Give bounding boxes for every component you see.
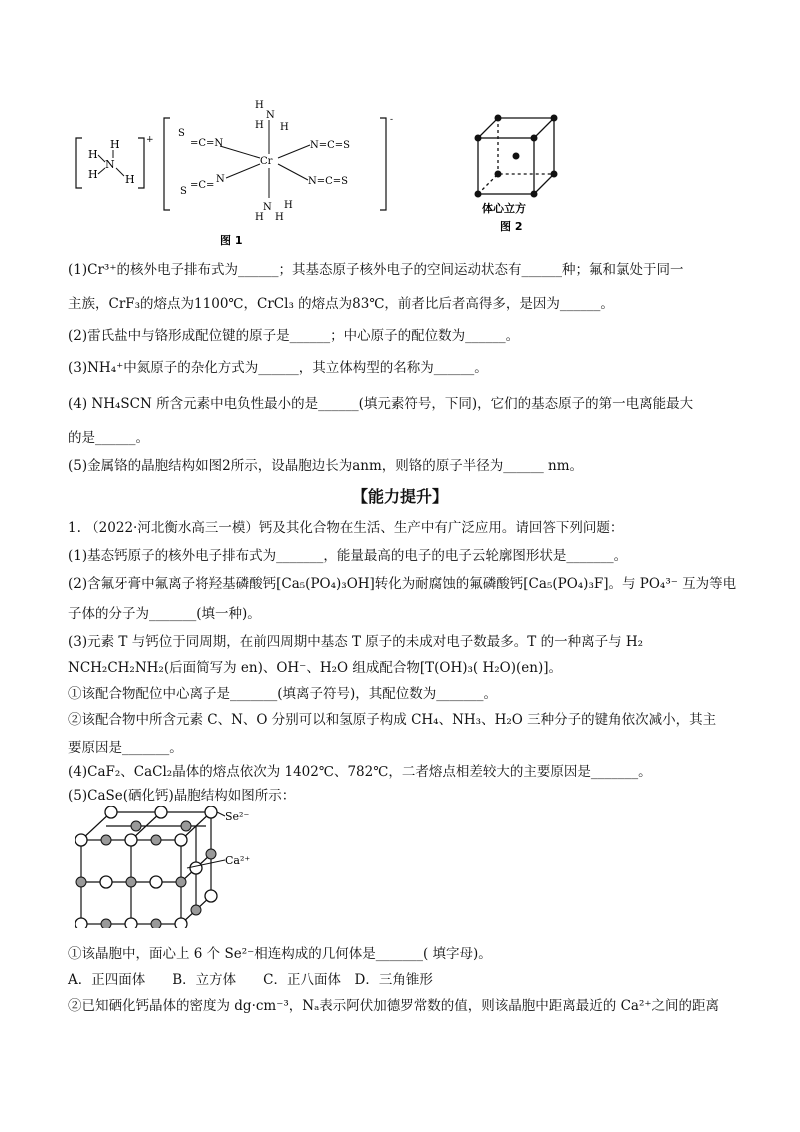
svg-text:Cr: Cr xyxy=(260,156,273,167)
fig2-label: 体心立方 xyxy=(482,202,526,215)
p2-q3-b-line2: 要原因是_______。 xyxy=(68,740,183,756)
p2-q5-b: ②已知硒化钙晶体的密度为 dg·cm⁻³，Nₐ表示阿伏加德罗常数的值，则该晶胞中距离最近的 Ca²⁺之间的距离 xyxy=(68,998,719,1014)
svg-text:N: N xyxy=(105,158,115,171)
svg-text:H: H xyxy=(284,200,293,211)
svg-text:N: N xyxy=(266,110,275,121)
svg-text:N: N xyxy=(216,174,225,185)
se-label: Se²⁻ xyxy=(225,810,250,823)
fig2-caption: 图 2 xyxy=(500,220,523,233)
p1-q2: (2)雷氏盐中与铬形成配位键的原子是______；中心原子的配位数为______。 xyxy=(68,328,520,344)
p2-intro: 1. （2022·河北衡水高三一模）钙及其化合物在生活、生产中有广泛应用。请回答下列问题： xyxy=(68,520,624,536)
p2-q2-line2: 子体的分子为_______(填一种)。 xyxy=(68,606,261,622)
svg-text:=C=N: =C=N xyxy=(190,138,224,149)
svg-text:S: S xyxy=(178,128,185,139)
case-crystal-figure xyxy=(75,806,255,928)
p2-q3-line2: NCH₂CH₂NH₂(后面简写为 en)、OH⁻、H₂O 组成配合物[T(OH)₃( H₂O)(en)]。 xyxy=(68,660,562,676)
svg-text:H: H xyxy=(255,212,264,223)
svg-text:N: N xyxy=(263,202,272,213)
p2-q4: (4)CaF₂、CaCl₂晶体的熔点依次为 1402℃、782℃，二者熔点相差较大的主要原因是_______。 xyxy=(68,764,652,780)
p1-q4-line1: (4) NH₄SCN 所含元素中电负性最小的是______(填元素符号，下同)，它们的基态原子的第一电离能最大 xyxy=(68,396,694,412)
svg-text:H: H xyxy=(88,148,98,161)
svg-text:H: H xyxy=(255,100,264,111)
p2-q3-line1: (3)元素 T 与钙位于同周期，在前四周期中基态 T 原子的未成对电子数最多。T 的一种离子与 H₂ xyxy=(68,634,644,650)
svg-text:H: H xyxy=(280,122,289,133)
fig1-caption: 图 1 xyxy=(220,234,243,247)
p1-q5: (5)金属铬的晶胞结构如图2所示，设晶胞边长为anm，则铬的原子半径为______ nm。 xyxy=(68,458,584,474)
svg-text:H: H xyxy=(275,212,284,223)
svg-text:H: H xyxy=(125,173,135,186)
p2-q2-line1: (2)含氟牙膏中氟离子将羟基磷酸钙[Ca₅(PO₄)₃OH]转化为耐腐蚀的氟磷酸钙[Ca₅(PO₄)₃F]。与 PO₄³⁻ 互为等电 xyxy=(68,576,737,592)
svg-text:N=C=S: N=C=S xyxy=(310,140,351,151)
p2-q5: (5)CaSe(硒化钙)晶胞结构如图所示： xyxy=(68,788,296,804)
svg-text:N=C=S: N=C=S xyxy=(308,176,349,187)
svg-text:S: S xyxy=(180,186,187,197)
svg-text:H: H xyxy=(255,120,264,131)
reinecke-salt-structure xyxy=(164,100,393,223)
p2-q3-b-line1: ②该配合物中所含元素 C、N、O 分别可以和氢原子构成 CH₄、NH₃、H₂O 三种分子的键角依次减小，其主 xyxy=(68,712,717,728)
p2-q5-options: A．正四面体 B．立方体 C．正八面体 D．三角锥形 xyxy=(68,972,433,988)
p1-q4-line2: 的是______。 xyxy=(68,430,149,446)
p2-q5-a: ①该晶胞中，面心上 6 个 Se²⁻相连构成的几何体是_______( 填字母)。 xyxy=(68,946,492,962)
section-title: 【能力提升】 xyxy=(351,487,448,506)
ca-label: Ca²⁺ xyxy=(225,854,251,867)
svg-text:=C=: =C= xyxy=(190,180,215,191)
svg-text:-: - xyxy=(390,115,394,125)
ammonium-structure xyxy=(76,135,154,188)
p2-q3-a: ①该配合物配位中心离子是_______(填离子符号)，其配位数为_______。 xyxy=(68,686,498,702)
svg-text:H: H xyxy=(88,168,98,181)
p1-q1-line1: (1)Cr³⁺的核外电子排布式为______；其基态原子核外电子的空间运动状态有______种；氟和氯处于同一 xyxy=(68,262,684,278)
p1-q3: (3)NH₄⁺中氮原子的杂化方式为______，其立体构型的名称为______。 xyxy=(68,360,488,376)
figures-row xyxy=(70,88,630,248)
p1-q1-line2: 主族，CrF₃的熔点为1100℃，CrCl₃ 的熔点为83℃，前者比后者高得多，是因为______。 xyxy=(68,296,614,312)
svg-text:+: + xyxy=(146,135,154,145)
svg-text:H: H xyxy=(110,138,120,151)
p2-q1: (1)基态钙原子的核外电子排布式为_______，能量最高的电子的电子云轮廓图形状是_______。 xyxy=(68,548,628,564)
